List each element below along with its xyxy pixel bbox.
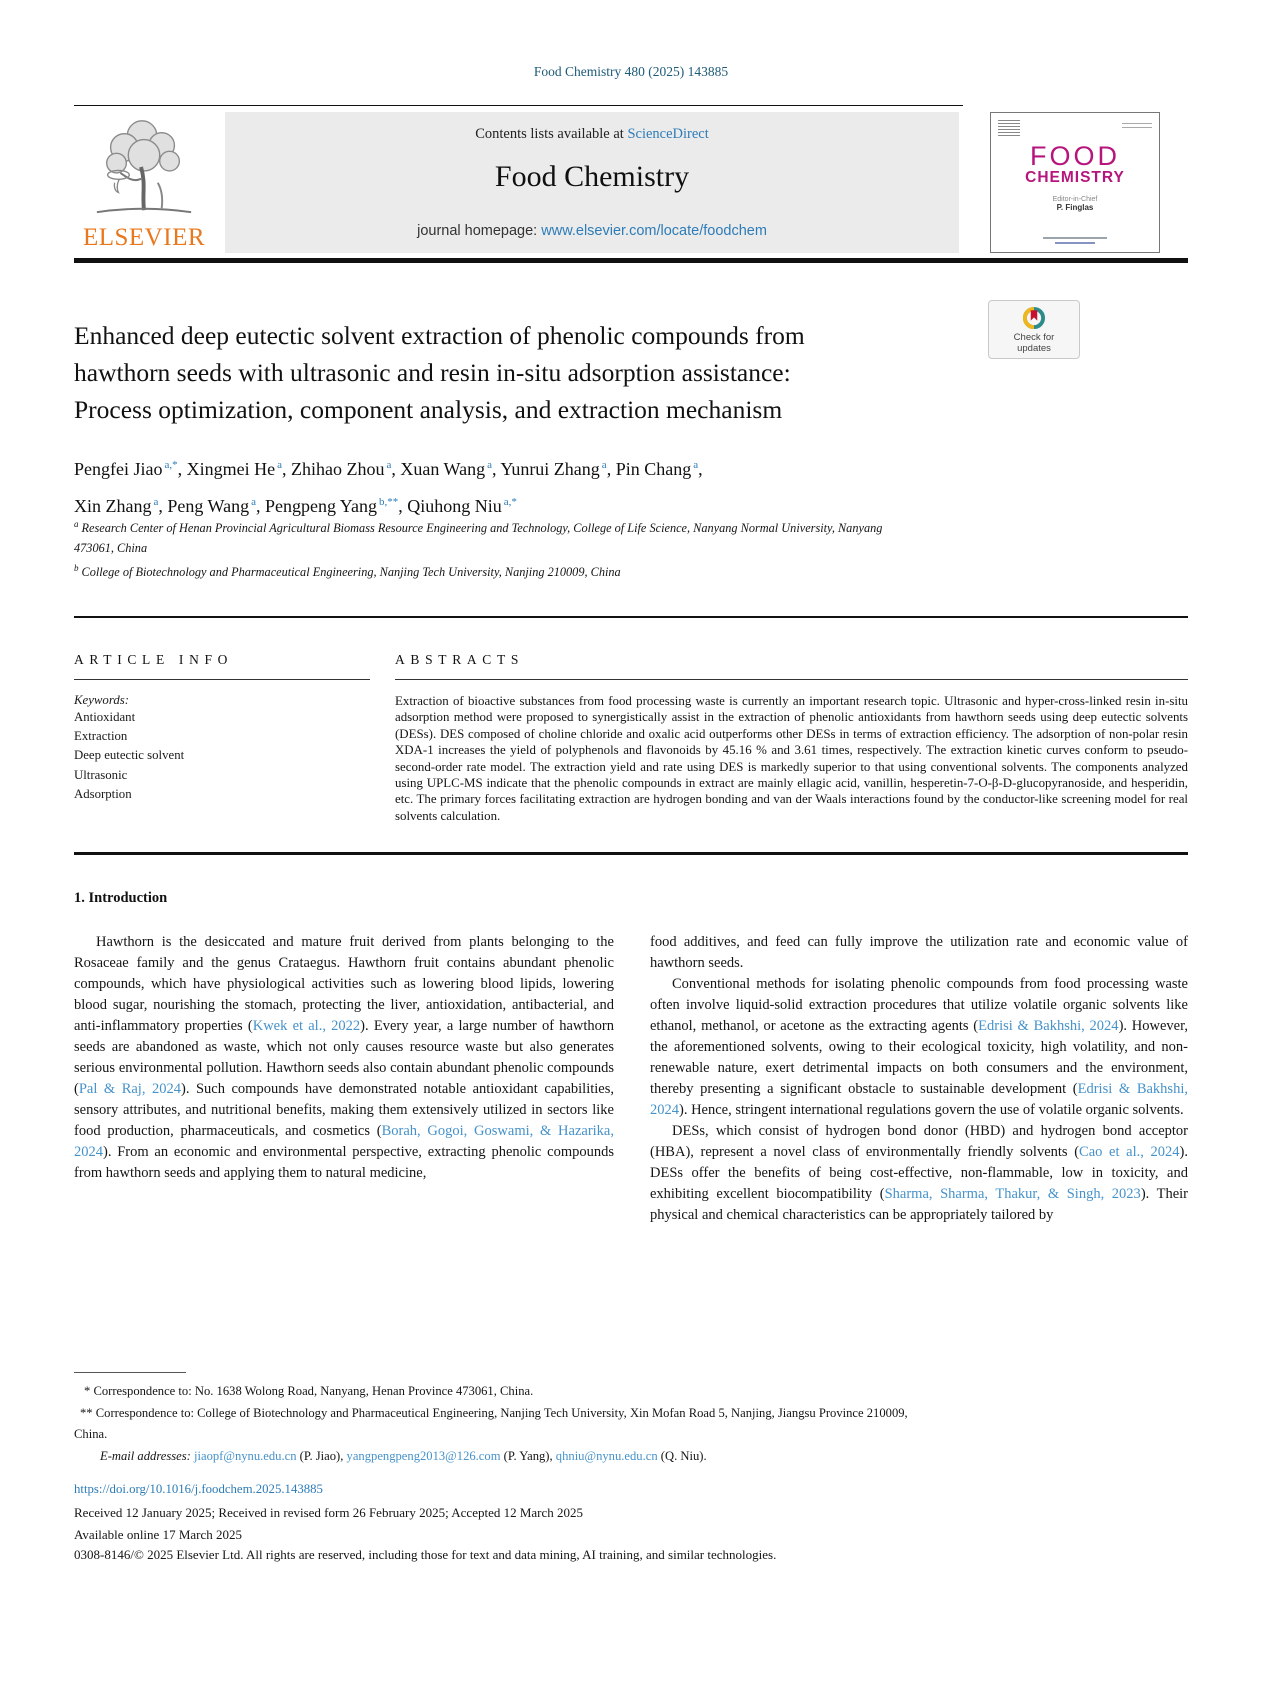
cover-title-food: FOOD — [1030, 141, 1120, 171]
keyword-item: Extraction — [74, 729, 128, 744]
body-paragraph — [650, 932, 1188, 974]
body-paragraph — [74, 932, 614, 1184]
author-affiliation-sup: a — [277, 459, 282, 471]
cover-footer-micro — [991, 237, 1159, 244]
text-segment: Hawthorn is the desiccated and mature fruit derived from plants belonging to the Rosaceae family and the genus Crataegus. Hawthorn fruit contains abundant phenolic compounds, which have physiological activities such as lowering blood lipids, lowering blood sugar, nourishing the stomach, protecting the liver, antioxidation, antibacterial, and anti-inflammatory properties ( — [74, 934, 614, 1034]
citation-link[interactable]: Sharma, Sharma, Thakur, & Singh, 2023 — [884, 1186, 1141, 1202]
journal-name: Food Chemistry — [494, 160, 690, 193]
citation-link[interactable]: Pal & Raj, 2024 — [78, 1081, 181, 1097]
text-segment: ). Their physical and chemical characteristics can be appropriately tailored by — [650, 1186, 1188, 1223]
homepage-label: journal homepage: — [417, 223, 542, 239]
elsevier-wordmark: ELSEVIER — [82, 224, 206, 251]
text-segment: (Q. Niu). — [657, 1448, 707, 1463]
homepage-line — [225, 223, 959, 239]
available-online: Available online 17 March 2025 — [74, 1527, 242, 1542]
abstract-text: Extraction of bioactive substances from food processing waste is currently an important research topic. Ultrasonic and hyper-cross-linked resin in-situ adsorption method were proposed to synergistically assist in the extraction of phenolic antioxidants from hawthorn seeds using deep eutectic solvents (DESs). DES composed of choline chloride and oxalic acid outperforms other DESs in terms of extraction efficiency. The adsorption of non-polar resin XDA-1 increases the yield of polyphenols and flavonoids by 45.16 % and 3.61 times, respectively. The extraction kinetic curves conform to pseudo-second-order rate model. The extraction yield and rate using DES is markedly superior to that using conventional solvents. The components analyzed using UPLC-MS indicate that the phenolic compounds in extract are mainly ellagic acid, vanillin, hesperetin-7-O-β-D-glucopyranoside, and hesperidin, etc. The primary forces facilitating extraction are hydrogen bonding and van der Waals interactions found by the conductor-like screening model for real solvents calculation. — [395, 694, 1188, 823]
author-affiliation-sup: a,* — [164, 459, 178, 471]
copyright-line: 0308-8146/© 2025 Elsevier Ltd. All rights are reserved, including those for text and data mining, AI training, and similar technologies. — [74, 1547, 777, 1562]
barcode-icon — [998, 120, 1020, 136]
correspondence-footnote-2: ** Correspondence to: College of Biotechnology and Pharmaceutical Engineering, Nanjing Tech University, Xin Mofan Road 5, Nanjing, Jiangsu Province 210009, — [80, 1405, 908, 1420]
text-segment: ). Every year, a large number of hawthorn seeds are abandoned as waste, which not only causes resource waste but also generates serious environmental pollution. Hawthorn seeds also contain abundant phenolic compounds ( — [74, 1018, 614, 1097]
correspondence-footnote-2-cont: China. — [74, 1427, 108, 1441]
received-dates: Received 12 January 2025; Received in revised form 26 February 2025; Accepted 12 March 2025 — [74, 1505, 584, 1520]
affiliation-sup: a — [74, 519, 79, 529]
article-info-heading: ARTICLE INFO — [74, 652, 234, 667]
text-segment: ). Such compounds have demonstrated notable antioxidant capabilities, sensory attributes, and nutritional benefits, making them extensively utilized in sectors like food production, pharmaceuticals, and cosmetics ( — [74, 1081, 614, 1139]
email-link[interactable]: yangpengpeng2013@126.com — [346, 1448, 501, 1463]
keyword-item: Antioxidant — [74, 710, 136, 724]
elsevier-logo — [74, 114, 214, 254]
body-paragraph — [650, 974, 1188, 1121]
author-list — [74, 449, 1034, 523]
citation-link[interactable]: Cao et al., 2024 — [1079, 1144, 1180, 1160]
author-affiliation-sup: a,* — [503, 496, 517, 508]
text-segment: ). From an economic and environmental perspective, extracting phenolic compounds from hawthorn seeds and applying them to natural medicine, — [74, 1144, 614, 1181]
body-paragraph — [650, 1121, 1188, 1226]
masthead-box — [225, 112, 959, 253]
author-affiliation-sup: a — [251, 496, 256, 508]
check-for-updates-label — [1014, 333, 1055, 354]
text-segment: Conventional methods for isolating phenolic compounds from food processing waste often involve liquid-solid extraction procedures that utilize volatile organic solvents like ethanol, methanol, or acetone as the extracting agents ( — [650, 976, 1188, 1034]
cover-editor-label: Editor-in-Chief — [1052, 196, 1098, 203]
abstract-bottom-divider — [74, 852, 1188, 855]
keywords-label: Keywords: — [74, 693, 129, 707]
text-segment: ). However, the aforementioned solvents, owing to their ecological toxicity, high volatility, and non-renewable nature, exert detrimental impacts on both consumers and the environment, thereby presenting a significant obstacle to sustainable development ( — [650, 1018, 1188, 1097]
affiliation-line: $^a$ Research Center of Henan Provincial Agricultural Biomass Resource Engineering and Technology, College of Life Science, Nanyang Normal University, Nanyang — [74, 519, 883, 536]
authors-line-2: Xin Zhang $^a$, Peng Wang $^a$, Pengpeng Yang $^{b,**}$, Qiuhong Niu $^{a,*}$ — [74, 496, 517, 516]
badge-line-1: Check for — [1013, 332, 1055, 343]
keywords-list — [74, 708, 370, 804]
email-link[interactable]: qhniu@nynu.edu.cn — [555, 1448, 658, 1463]
text-segment: DESs, which consist of hydrogen bond donor (HBD) and hydrogen bond acceptor (HBA), represent a novel class of environmentally friendly solvents ( — [650, 1123, 1188, 1160]
journal-cover — [990, 112, 1160, 253]
text-segment: food additives, and feed can fully improve the utilization rate and economic value of hawthorn seeds. — [650, 934, 1188, 971]
abstract-rule — [395, 679, 1188, 680]
footnotes — [74, 1381, 1188, 1467]
keyword-item: Adsorption — [74, 786, 132, 801]
crossmark-icon — [1021, 305, 1047, 331]
cover-micro-line — [1043, 237, 1107, 239]
sciencedirect-link[interactable]: ScienceDirect — [627, 126, 709, 142]
affiliation-line: $^b$ College of Biotechnology and Pharmaceutical Engineering, Nanjing Tech University, Nanjing 210009, China — [74, 563, 621, 580]
email-link[interactable]: jiaopf@nynu.edu.cn — [193, 1448, 297, 1463]
citation-link[interactable]: Edrisi & Bakhshi, 2024 — [978, 1018, 1119, 1034]
author-affiliation-sup: a — [153, 496, 159, 508]
article-info-section — [74, 652, 370, 804]
author-affiliation-sup: b,** — [379, 496, 399, 508]
contents-prefix: Contents lists available at — [475, 126, 628, 142]
contents-line — [225, 126, 959, 143]
doi-link[interactable]: https://doi.org/10.1016/j.foodchem.2025.143885 — [74, 1482, 323, 1496]
abstract-heading: ABSTRACTS — [395, 652, 525, 667]
cover-micro-line — [1055, 242, 1095, 244]
author-affiliation-sup: a — [386, 459, 392, 471]
correspondence-footnote-1: * Correspondence to: No. 1638 Wolong Road, Nanyang, Henan Province 473061, China. — [84, 1384, 534, 1398]
authors-line-1: Pengfei Jiao $^{a,*}$, Xingmei He $^a$, Zhihao Zhou $^a$, Xuan Wang $^a$, Yunrui Zhang $^a$, Pin Chang $^a$, — [74, 459, 703, 479]
issn-micro-text — [1122, 120, 1152, 128]
text-segment: ). Hence, stringent international regulations govern the use of volatile organic solvents. — [679, 1102, 1184, 1118]
title-line: hawthorn seeds with ultrasonic and resin in-situ adsorption assistance: — [74, 358, 791, 387]
intro-column-right — [650, 932, 1188, 1226]
intro-column-left — [74, 932, 614, 1184]
citation-link[interactable]: Edrisi & Bakhshi, 2024 — [650, 1081, 1188, 1118]
abstract-section — [395, 652, 1188, 824]
check-for-updates-badge[interactable] — [988, 300, 1080, 359]
text-segment: E-mail addresses: — [100, 1448, 191, 1463]
affiliation-line: 473061, China — [74, 541, 148, 556]
affiliations — [74, 514, 974, 582]
introduction-heading: 1. Introduction — [74, 890, 168, 906]
author-affiliation-sup: a — [601, 459, 607, 471]
header-bottom-bar — [74, 258, 1188, 263]
header-top-divider — [74, 105, 963, 106]
author-affiliation-sup: a — [487, 459, 492, 471]
info-section-divider — [74, 616, 1188, 618]
text-segment: (P. Yang), — [500, 1448, 556, 1463]
title-line: Process optimization, component analysis, and extraction mechanism — [74, 395, 783, 424]
article-info-rule — [74, 679, 370, 680]
homepage-link[interactable]: www.elsevier.com/locate/foodchem — [541, 223, 767, 239]
text-segment: ). DESs offer the benefits of being cost-effective, non-flammable, low in toxicity, and exhibiting excellent biocompatibility ( — [650, 1144, 1188, 1202]
running-head-citation: Food Chemistry 480 (2025) 143885 — [533, 64, 729, 79]
elsevier-tree-icon — [85, 114, 203, 222]
footnote-divider — [74, 1372, 186, 1373]
text-segment: (P. Jiao), — [296, 1448, 347, 1463]
keyword-item: Deep eutectic solvent — [74, 748, 185, 763]
author-affiliation-sup: a — [693, 459, 699, 471]
citation-link[interactable]: Borah, Gogoi, Goswami, & Hazarika, 2024 — [74, 1123, 614, 1160]
email-addresses-line — [74, 1446, 1188, 1468]
cover-title-chemistry: CHEMISTRY — [1025, 169, 1125, 186]
affiliation-sup: b — [74, 563, 79, 574]
title-line: Enhanced deep eutectic solvent extraction of phenolic compounds from — [74, 321, 805, 350]
keyword-item: Ultrasonic — [74, 767, 128, 782]
citation-link[interactable]: Kwek et al., 2022 — [252, 1018, 361, 1034]
cover-editor-name: P. Finglas — [1056, 203, 1094, 212]
article-title — [74, 317, 986, 428]
badge-line-2: updates — [1017, 342, 1051, 354]
